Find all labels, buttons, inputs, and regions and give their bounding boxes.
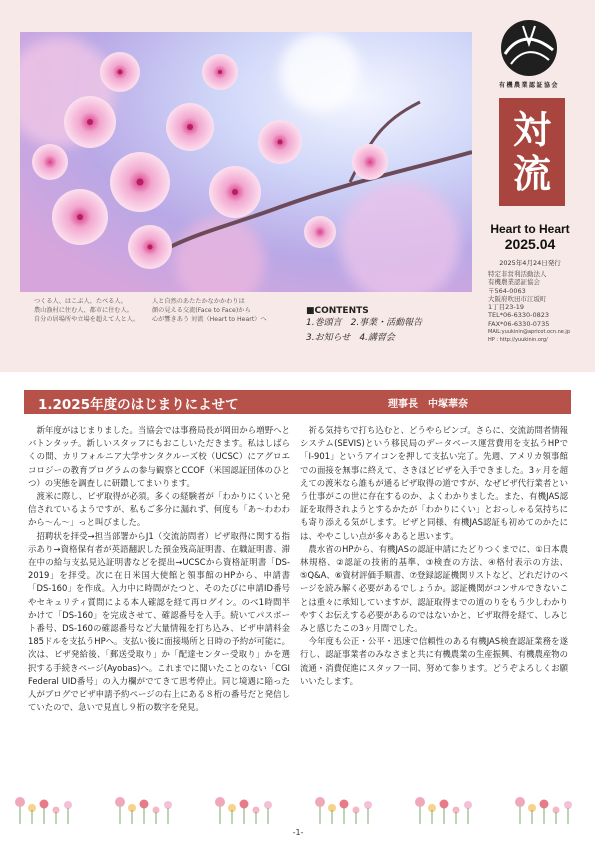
org-line: 〒564-0063 — [488, 286, 526, 295]
cherry-blossom-photo — [20, 32, 472, 292]
issue-number: 2025.04 — [504, 236, 556, 252]
tagline-line: 心が響きあう 対流（Heart to Heart）へ — [152, 316, 267, 323]
contents-item[interactable]: 3.お知らせ 4.講習会 — [306, 333, 395, 343]
org-line: 大阪府吹田市江坂町 — [488, 294, 547, 303]
contents-box — [306, 306, 476, 346]
paragraph: 招聘状を拝受→担当部署からJ1（交流訪問者）ビザ取得に関する指示あり→資格保有者が英語翻訳した預金残高証明書、在職証明書、滞在中の給与支払見込証明書などを提出→UCSCから資格証明書「DS-2019」を拝受。次に在日米国大使館と領事館のHPから、申請書「DS-160」を作成。入力中に時間がたつと、そのたびに申請ID番号やセキュリティ質問による本人確認を経て再ログイン。のべ1時間半かけて「DS-160」を完成させて、確認番号を入手。続いてパスポート番号、DS-160の確認番号など大量情報を打ち込み、ビザ申請料金185ドルを支払うHPへ。支払い後に面接場所と日時の予約が可能に。次は、ビザ発給後、「郵送受取り」か「配達センター受取り」かを選択する手続きページ(Ayobas)へ。これまでに聞いたことのない「CGI Federal UID番号」の入力欄がでてきて思考停止。同じ境遇に陥った人がブログでビザ申請予約ページの右上にある８桁の番号だと発信していたので、急いで見直し９桁の数字を発見。 — [28, 530, 290, 713]
org-line: TEL*06-6330-0823 — [488, 311, 549, 320]
tagline-left — [34, 297, 139, 324]
article-column-left — [28, 424, 290, 714]
org-line: FAX*06-6330-0735 — [488, 319, 550, 328]
paragraph: 農水省のHPから、有機JASの認証申請にたどりつくまでに、①日本農林規格、②認証の技術的基準、③検査の方法、④格付表示の方法、⑤Q&A、⑥資材評価手順書、⑦登録認証機関リストなど、どれだけのページを読み解く必要があるでしょうか。認証機関がコンサルできないことは重々に承知していますが、認証取得までの道のりをもう少しわかりやすくお伝えする必要があるのではないかと、ビザ取得を経て、しみじみと感じたこの3ヶ月間でした。 — [300, 543, 568, 634]
org-line: 1丁目23-19 — [488, 303, 525, 312]
paragraph: 新年度がはじまりました。当協会では事務局長が岡田から増野へとバトンタッチ。新しいスタッフにもおこしいただきます。私はしばらくの間、カリフォルニア大学サンタクルーズ校（UCSC）にアグロエコロジーの教育プログラムの参与観察とCCOF（米国認証団体のひとつ）の実態を調査しに研鑽してまいります。 — [28, 425, 290, 488]
publication-date: 2025年4月24日発行 — [499, 259, 561, 267]
newsletter-name: Heart to Heart — [490, 222, 570, 236]
org-line: MAIL:yuukinin@apricot.ocn.ne.jp — [488, 329, 570, 336]
masthead-box — [499, 98, 565, 206]
org-line: 有機農業認証協会 — [488, 278, 540, 287]
tagline-line: 顔の見える交流(Face to Face)から — [152, 307, 251, 314]
org-line: HP : http://yuukinin.org/ — [488, 337, 548, 344]
paragraph: 祈る気持ちで打ち込むと、どうやらビンゴ。さらに、交流訪問者情報システム(SEVIS)という移民局のデータベース運営費用を支払うHPで「I-901」というアイコンを押して支払い完了。先週、アメリカ領事館での面接を無事に終えて、さきほどビザを入手できました。3ヶ月を超えての渡米なら誰もが通るビザ取得の道ですが、なぜビザ代行業者という仕事がこの世に存在するのか、よくわかりました。また、有機JAS認証を取得されようとするかたが「わかりにくい」とおっしゃる気持ちにも寄り添える気がします。ビザと同様、有機JAS認証も初めてのかたには、ややこしい点が多々あると思います。 — [300, 425, 568, 541]
masthead-char: 対 — [512, 107, 551, 152]
tagline-line: 農山漁村に住む人、都市に住む人。 — [34, 307, 133, 314]
contents-title: ■CONTENTS — [306, 306, 369, 316]
logo-text: 有機農業認証協会 — [498, 82, 559, 89]
tagline-line: つくる人、はこぶ人、たべる人。 — [34, 298, 127, 305]
article-column-right — [300, 424, 568, 688]
tagline-right — [152, 297, 267, 324]
contents-item[interactable]: 1.巻頭言 2.事業・活動報告 — [306, 318, 423, 328]
tagline-line: 人と自然のあたたかなかかわりは — [152, 298, 245, 305]
page-number: -1- — [292, 828, 304, 837]
organization-info — [488, 270, 588, 345]
org-line: 特定非営利活動法人 — [488, 270, 547, 278]
paragraph: 今年度も公正・公平・迅速で信頼性のある有機JAS検査認証業務を遂行し、認証事業者のみなさまと共に有機農業の生産振興、有機農産物の流通・消費促進にスタッフ一同、努めて参ります。どうぞよろしくお願いいたします。 — [300, 636, 568, 686]
masthead-char: 流 — [512, 151, 551, 196]
article-author: 理事長 中塚華奈 — [388, 399, 468, 410]
flower-border — [0, 790, 595, 830]
paragraph: 渡米に際し、ビザ取得が必須。多くの経験者が「わかりにくいと発信されているようですが、私もご多分に漏れず、何度も「あ～わわわから～ん～」っと叫びました。 — [28, 491, 290, 528]
article-title: 1.2025年度のはじまりによせて — [38, 397, 239, 413]
tagline-line: 自分の居場所や立場を超えて人と人。 — [34, 316, 140, 323]
